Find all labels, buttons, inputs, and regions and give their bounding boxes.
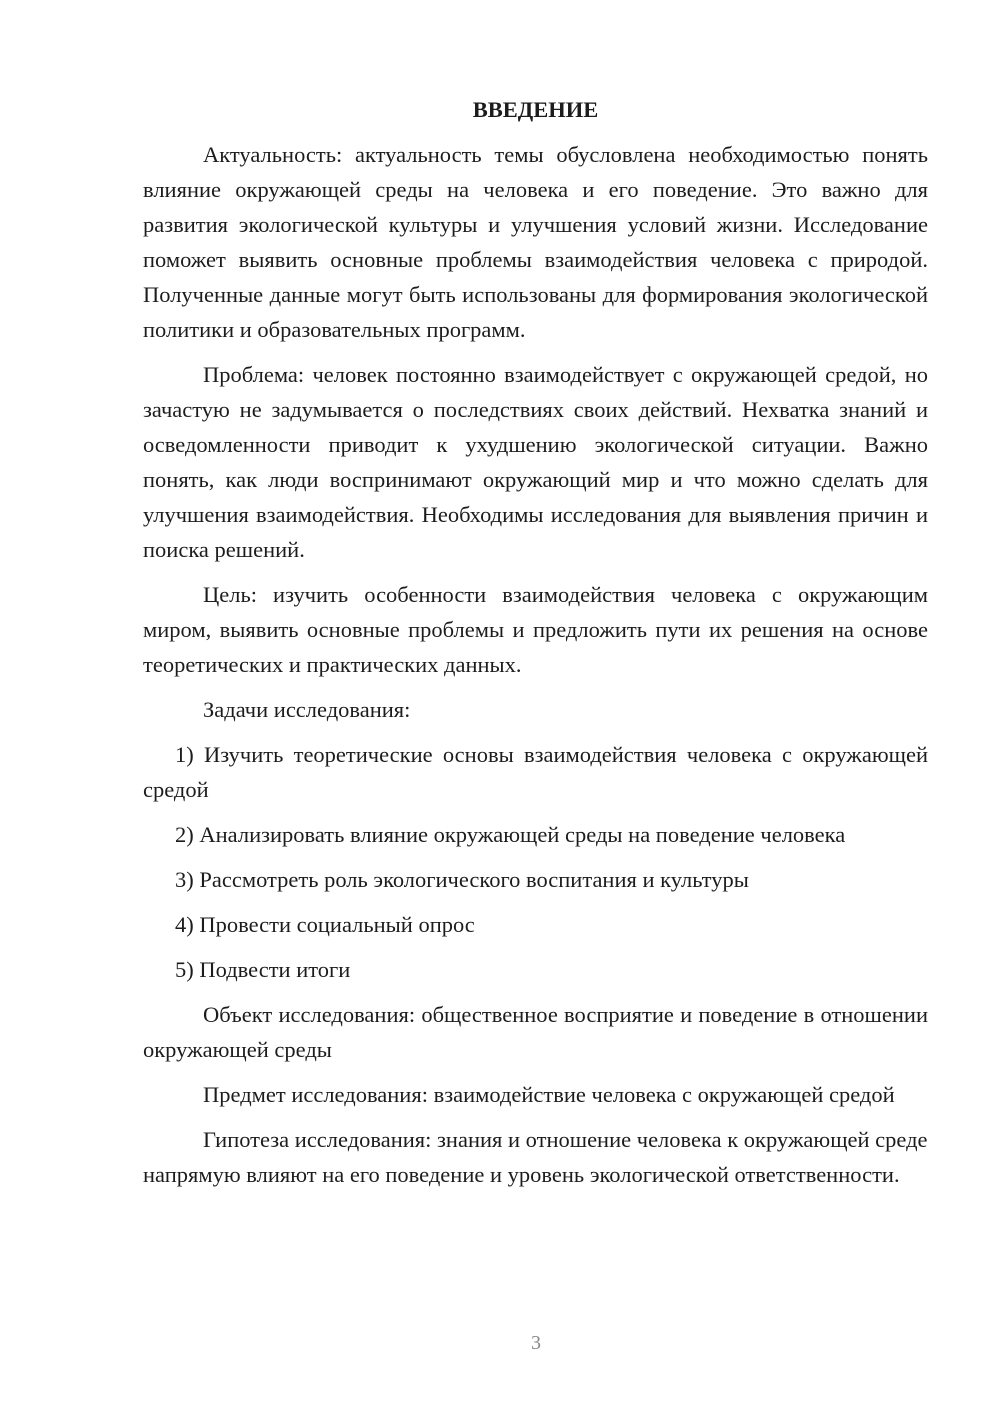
task-item-3: 3) Рассмотреть роль экологического воспитания и культуры — [175, 867, 749, 892]
task-item-5: 5) Подвести итоги — [175, 957, 351, 982]
task-item-2: 2) Анализировать влияние окружающей среды на поведение человека — [175, 822, 846, 847]
hypothesis-paragraph: Гипотеза исследования: знания и отношение человека к окружающей среде напрямую влияют на его поведение и уровень экологической ответственности. — [143, 1127, 928, 1187]
problem-paragraph: Проблема: человек постоянно взаимодействует с окружающей средой, но зачастую не задумывается о последствиях своих действий. Нехватка знаний и осведомленности приводит к ухудшению экологической ситуации. Важно понять, как люди воспринимают окружающий мир и что можно сделать для улучшения взаимодействия. Необходимы исследования для выявления причин и поиска решений. — [143, 362, 928, 562]
object-paragraph: Объект исследования: общественное восприятие и поведение в отношении окружающей среды — [143, 1002, 928, 1062]
task-item-1: 1) Изучить теоретические основы взаимодействия человека с окружающей средой — [143, 742, 928, 802]
subject-paragraph: Предмет исследования: взаимодействие человека с окружающей средой — [203, 1082, 895, 1107]
page-number: 3 — [531, 1332, 541, 1354]
document-page — [143, 92, 928, 1202]
tasks-list — [143, 737, 928, 987]
page-title: ВВЕДЕНИЕ — [472, 97, 599, 122]
task-item-4: 4) Провести социальный опрос — [175, 912, 475, 937]
tasks-heading: Задачи исследования: — [203, 697, 411, 722]
goal-paragraph: Цель: изучить особенности взаимодействия человека с окружающим миром, выявить основные проблемы и предложить пути их решения на основе теоретических и практических данных. — [143, 582, 928, 677]
relevance-paragraph: Актуальность: актуальность темы обусловлена необходимостью понять влияние окружающей среды на человека и его поведение. Это важно для развития экологической культуры и улучшения условий жизни. Исследование поможет выявить основные проблемы взаимодействия человека с природой. Полученные данные могут быть использованы для формирования экологической политики и образовательных программ. — [143, 142, 928, 342]
